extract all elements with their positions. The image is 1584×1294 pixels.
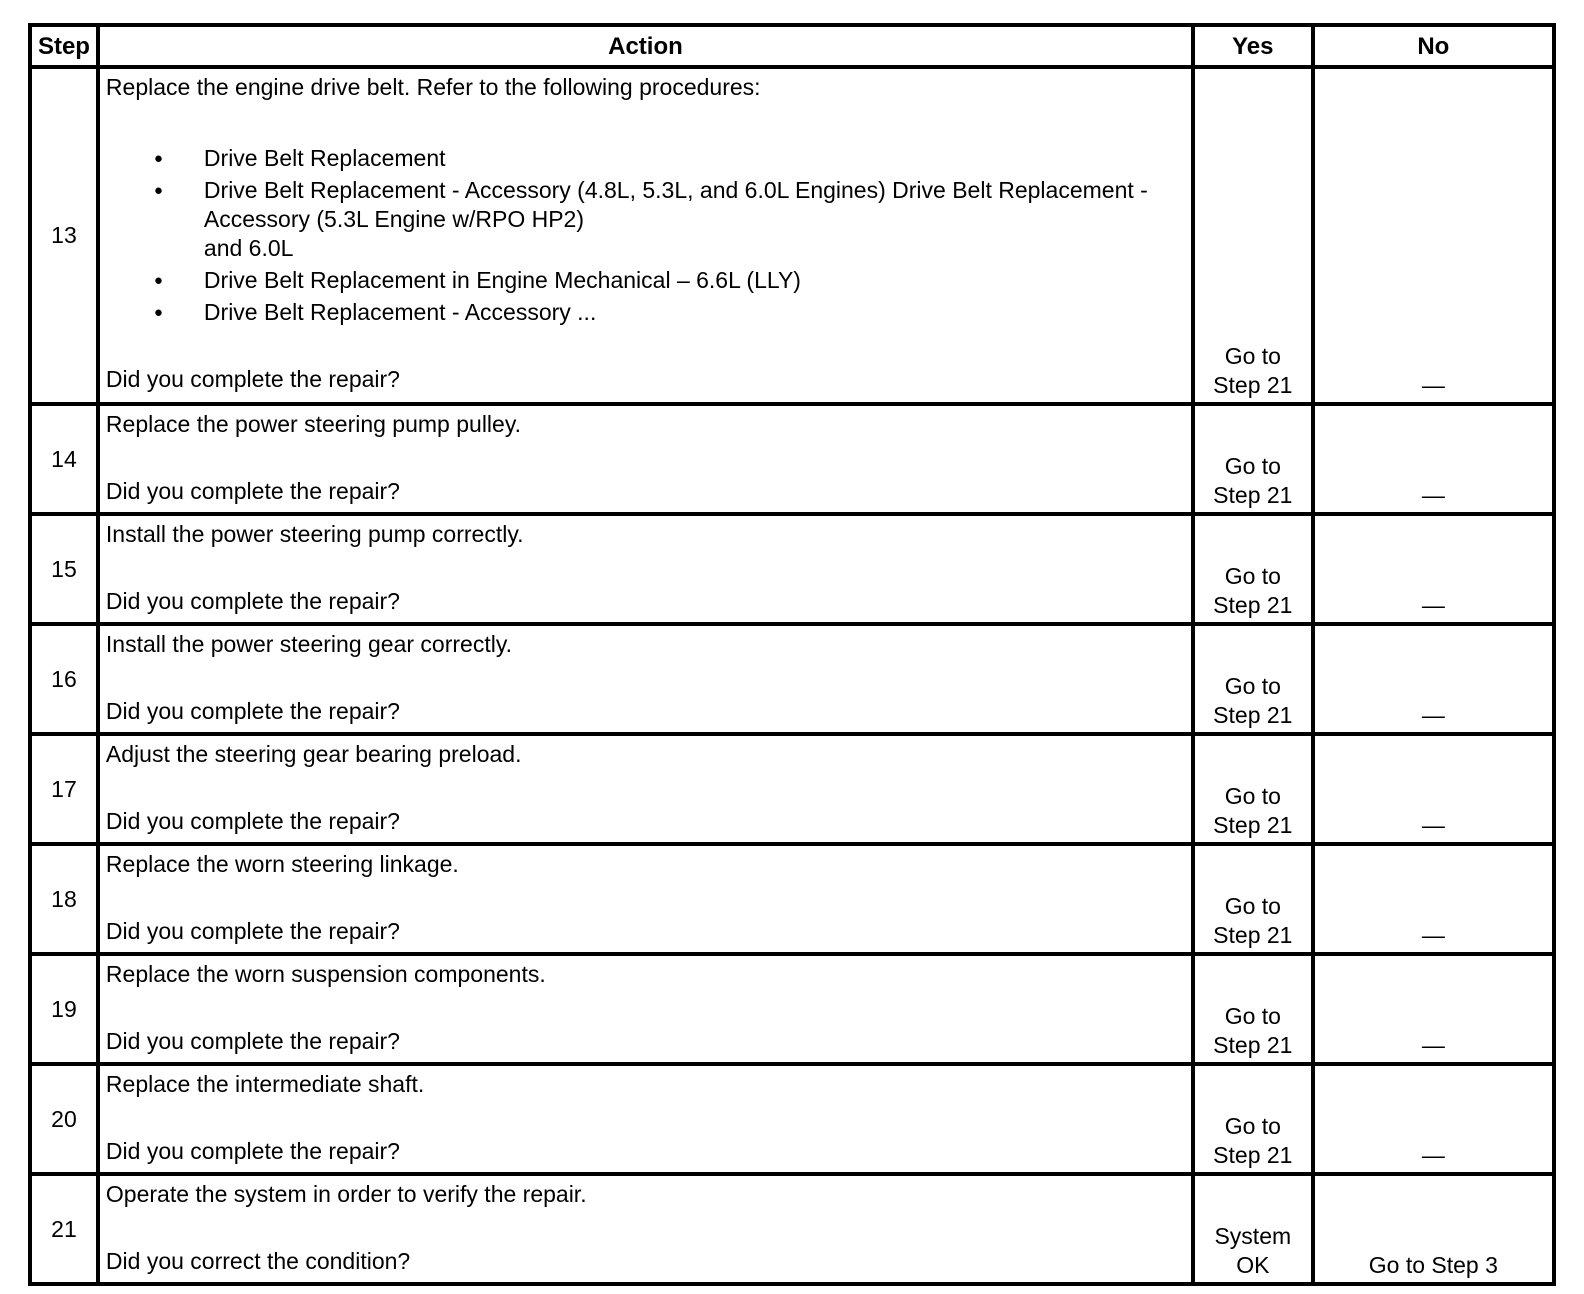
- action-text: Replace the power steering pump pulley.: [105, 411, 522, 437]
- header-step: Step: [30, 25, 98, 67]
- procedure-list: [106, 144, 1185, 327]
- list-item-text: Drive Belt Replacement - Accessory (4.8L, 5.3L, and 6.0L Engines) Drive Belt Replacement - Accessory (5.3L Engine w/RPO HP2): [203, 177, 1148, 232]
- table-row: [30, 1064, 1554, 1174]
- action-cell: [98, 734, 1193, 844]
- yes-cell: Go to Step 21: [1193, 514, 1313, 624]
- step-number: 19: [30, 954, 98, 1064]
- no-cell: —: [1313, 954, 1554, 1064]
- step-number: 13: [30, 67, 98, 404]
- step-number: 15: [30, 514, 98, 624]
- action-cell: [98, 1174, 1193, 1284]
- no-cell: —: [1313, 734, 1554, 844]
- action-cell: [98, 624, 1193, 734]
- list-item: ● Drive Belt Replacement in Engine Mechanical – 6.6L (LLY): [204, 266, 1185, 295]
- table-row: [30, 954, 1554, 1064]
- step-number: 20: [30, 1064, 98, 1174]
- action-text: Replace the engine drive belt. Refer to the following procedures:: [105, 74, 761, 100]
- no-cell: —: [1313, 67, 1554, 404]
- yes-cell: Go to Step 21: [1193, 624, 1313, 734]
- yes-cell: Go to Step 21: [1193, 404, 1313, 514]
- header-yes: Yes: [1193, 25, 1313, 67]
- table-row: [30, 844, 1554, 954]
- diagnostic-table: [28, 23, 1556, 1286]
- table-row: [30, 1174, 1554, 1284]
- header-no: No: [1313, 25, 1554, 67]
- action-cell: [98, 514, 1193, 624]
- action-cell: [98, 67, 1193, 404]
- action-text: Replace the intermediate shaft.: [105, 1071, 425, 1097]
- yes-cell: Go to Step 21: [1193, 734, 1313, 844]
- question-text: Did you complete the repair?: [105, 478, 400, 504]
- no-cell: —: [1313, 624, 1554, 734]
- action-text: Operate the system in order to verify the repair.: [105, 1181, 587, 1207]
- yes-cell: Go to Step 21: [1193, 1064, 1313, 1174]
- action-cell: [98, 954, 1193, 1064]
- no-cell: —: [1313, 404, 1554, 514]
- action-text: Replace the worn steering linkage.: [105, 851, 459, 877]
- step-number: 14: [30, 404, 98, 514]
- no-cell: —: [1313, 844, 1554, 954]
- table-row: [30, 404, 1554, 514]
- list-item-continuation: and 6.0L: [203, 235, 294, 261]
- step-number: 21: [30, 1174, 98, 1284]
- no-cell: Go to Step 3: [1313, 1174, 1554, 1284]
- table-row: [30, 514, 1554, 624]
- step-number: 17: [30, 734, 98, 844]
- yes-cell: Go to Step 21: [1193, 954, 1313, 1064]
- table-row: [30, 734, 1554, 844]
- question-text: Did you complete the repair?: [105, 588, 400, 614]
- question-text: Did you complete the repair?: [105, 1028, 400, 1054]
- action-text: Replace the worn suspension components.: [105, 961, 546, 987]
- question-text: Did you complete the repair?: [105, 1138, 400, 1164]
- action-cell: [98, 404, 1193, 514]
- question-text: Did you complete the repair?: [105, 808, 400, 834]
- action-cell: [98, 844, 1193, 954]
- yes-cell: Go to Step 21: [1193, 844, 1313, 954]
- question-text: Did you complete the repair?: [105, 698, 400, 724]
- action-text: Adjust the steering gear bearing preload.: [105, 741, 522, 767]
- yes-cell: Go to Step 21: [1193, 67, 1313, 404]
- table-row: [30, 624, 1554, 734]
- list-item: [204, 176, 1185, 234]
- question-text: Did you correct the condition?: [105, 1248, 411, 1274]
- question-text: Did you complete the repair?: [105, 366, 400, 392]
- question-text: Did you complete the repair?: [105, 918, 400, 944]
- no-cell: —: [1313, 514, 1554, 624]
- yes-cell: System OK: [1193, 1174, 1313, 1284]
- no-cell: —: [1313, 1064, 1554, 1174]
- action-text: Install the power steering gear correctly.: [105, 631, 513, 657]
- header-row: [30, 25, 1554, 67]
- step-number: 16: [30, 624, 98, 734]
- list-item: ● Drive Belt Replacement: [204, 144, 1185, 173]
- action-text: Install the power steering pump correctly.: [105, 521, 524, 547]
- step-number: 18: [30, 844, 98, 954]
- list-item: ● Drive Belt Replacement - Accessory ...: [204, 298, 1185, 327]
- table-row: [30, 67, 1554, 404]
- action-cell: [98, 1064, 1193, 1174]
- header-action: Action: [98, 25, 1193, 67]
